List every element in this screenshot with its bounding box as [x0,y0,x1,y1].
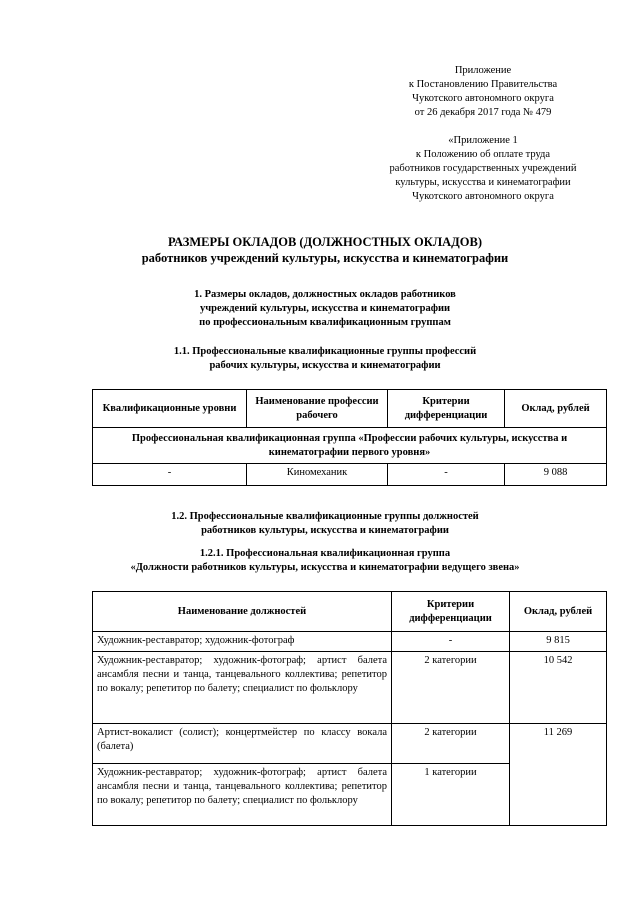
heading-line: «Должности работников культуры, искусства и кинематографии ведущего звена» [130,562,520,573]
cell-criteria: - [388,464,505,486]
column-header: Критерии дифференциации [388,390,505,428]
column-header: Наименование должностей [93,592,392,632]
table-row [93,632,607,652]
table-positions [92,591,607,826]
appendix-header [340,64,626,204]
cell-position: Художник-реставратор; художник-фотограф; артист балета ансамбля песни и танца, танцевального коллектива; репетитор по вокалу; репетитор по балету; специалист по фольклору [93,652,392,724]
cell-salary: 9 088 [505,464,607,486]
heading-line: 1.1. Профессиональные квалификационные группы профессий [173,346,477,357]
table-row [93,464,607,486]
cell-criteria: 2 категории [392,724,510,764]
heading-line: рабочих культуры, искусства и кинематографии [209,360,441,371]
appendix-line: Чукотского автономного округа [412,191,554,202]
appendix-block-resolution [340,64,626,120]
table-row [93,652,607,724]
heading-line: по профессиональным квалификационным группам [199,317,451,328]
table-row [93,724,607,764]
document-title [60,234,590,266]
column-header: Оклад, рублей [510,592,607,632]
appendix-line: Приложение [454,65,512,76]
column-header: Квалификационные уровни [93,390,247,428]
appendix-line: к Постановлению Правительства [408,79,558,90]
appendix-block-regulation [340,134,626,204]
cell-profession: Киномеханик [247,464,388,486]
cell-position: Художник-реставратор; художник-фотограф; артист балета ансамбля песни и танца, танцевального коллектива; репетитор по вокалу; репетитор по балету; специалист по фольклору [93,764,392,826]
column-header: Наименование профессии рабочего [247,390,388,428]
column-header: Критерии дифференциации [392,592,510,632]
appendix-line: к Положению об оплате труда [415,149,551,160]
section-1-heading [70,288,580,330]
table-worker-professions [92,389,607,486]
appendix-line: работников государственных учреждений [389,163,577,174]
section-1-1-heading [70,345,580,373]
subtitle-line: работников учреждений культуры, искусства и кинематографии [141,251,509,265]
group-row [93,428,607,464]
heading-line: работников культуры, искусства и кинематографии [201,525,449,536]
section-1-2-heading [70,510,580,538]
group-title: Профессиональная квалификационная группа «Профессии рабочих культуры, искусства и кинематографии первого уровня» [93,428,607,464]
cell-salary: 10 542 [510,652,607,724]
section-1-2-1-heading [70,547,580,575]
heading-line: 1.2.1. Профессиональная квалификационная группа [199,548,451,559]
cell-criteria: 2 категории [392,652,510,724]
title-line: РАЗМЕРЫ ОКЛАДОВ (ДОЛЖНОСТНЫХ ОКЛАДОВ) [167,235,483,249]
column-header: Оклад, рублей [505,390,607,428]
appendix-line: «Приложение 1 [448,135,518,146]
heading-line: учреждений культуры, искусства и кинематографии [199,303,451,314]
cell-salary: 9 815 [510,632,607,652]
cell-position: Артист-вокалист (солист); концертмейстер по классу вокала (балета) [93,724,392,764]
table-header-row [93,592,607,632]
appendix-line: Чукотского автономного округа [412,93,554,104]
heading-line: 1. Размеры окладов, должностных окладов работников [194,289,456,300]
appendix-line: от 26 декабря 2017 года № 479 [414,107,552,118]
cell-criteria: 1 категории [392,764,510,826]
heading-line: 1.2. Профессиональные квалификационные группы должностей [171,511,479,522]
cell-criteria: - [392,632,510,652]
appendix-line: культуры, искусства и кинематографии [395,177,571,188]
cell-position: Художник-реставратор; художник-фотограф [93,632,392,652]
cell-level: - [93,464,247,486]
table-header-row [93,390,607,428]
cell-salary: 11 269 [510,724,607,826]
